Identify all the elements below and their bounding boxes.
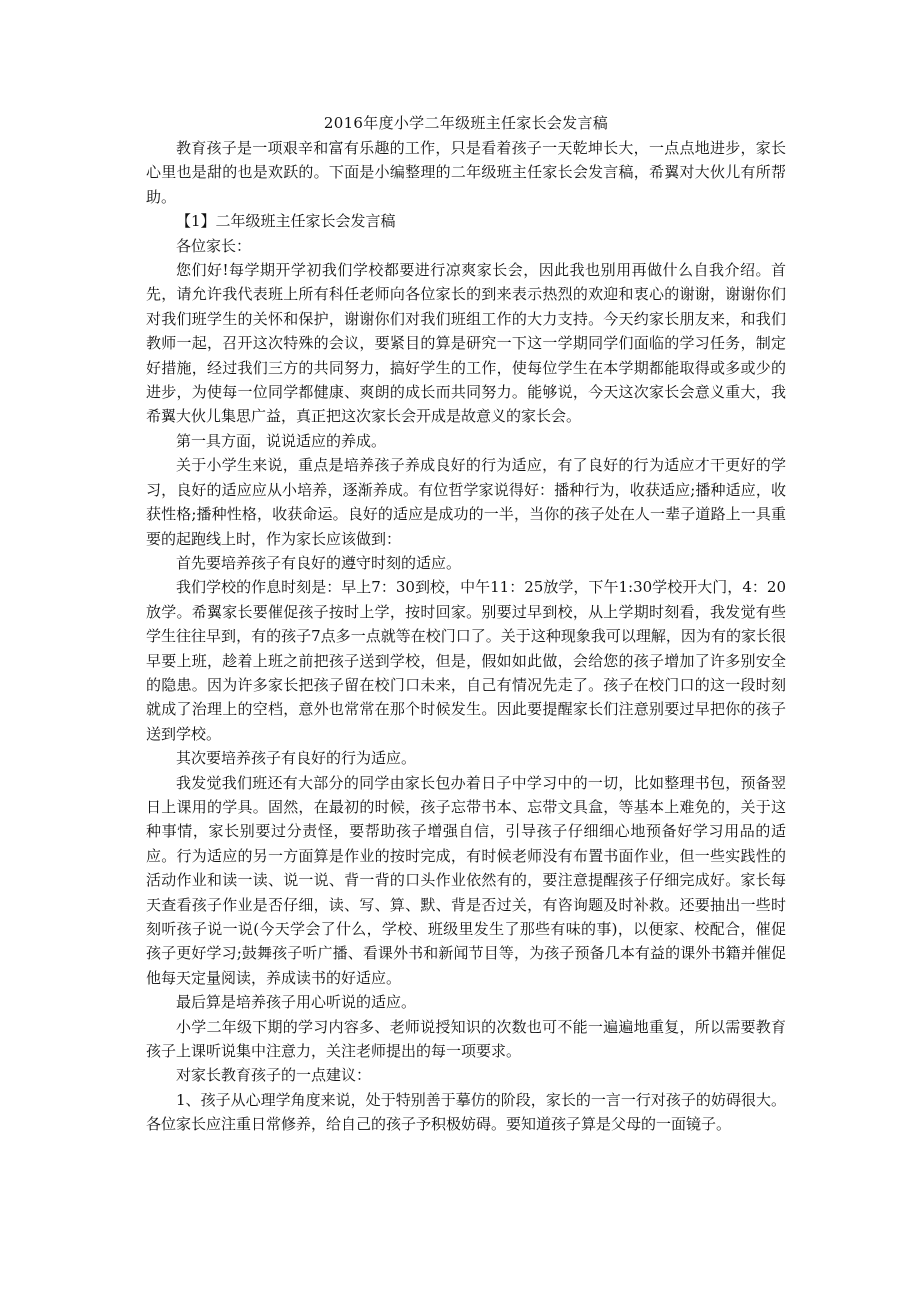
document-body [146, 111, 786, 1137]
paragraph-suggestion-1: 1、孩子从心理学角度来说，处于特别善于摹仿的阶段，家长的一言一行对孩子的妨碍很大。各位家长应注重日常修养，给自己的孩子予积极妨碍。要知道孩子算是父母的一面镜子。 [146, 1090, 786, 1134]
document-title: 2016年度小学二年级班主任家长会发言稿 [323, 114, 609, 132]
paragraph-opening: 您们好!每学期开学初我们学校都要进行凉爽家长会，因此我也别用再做什么自我介绍。首先，请允许我代表班上所有科任老师向各位家长的到来表示热烈的欢迎和衷心的谢谢，谢谢你们对我们班学生的关怀和保护，谢谢你们对我们班组工作的大力支持。今天约家长朋友来，和我们教师一起，召开这次特殊的会议，要紧目的算是研究一下这一学期同学们面临的学习任务，制定好措施，经过我们三方的共同努力，搞好学生的工作，使每位学生在本学期都能取得或多或少的进步，为使每一位同学都健康、爽朗的成长而共同努力。能够说，今天这次家长会意义重大，我希翼大伙儿集思广益，真正把这次家长会开成是故意义的家长会。 [146, 261, 786, 426]
subheading-behavior: 其次要培养孩子有良好的行为适应。 [176, 749, 417, 768]
paragraph-listening: 小学二年级下期的学习内容多、老师说授知识的次数也可不能一遍遍地重复，所以需要教育孩子上课听说集中注意力，关注老师提出的每一项要求。 [146, 1017, 786, 1061]
salutation: 各位家长： [176, 236, 252, 255]
subheading-suggestions: 对家长教育孩子的一点建议： [176, 1066, 372, 1085]
paragraph-schedule: 我们学校的作息时刻是：早上7：30到校，中午11：25放学，下午1:30学校开大门，4：20放学。希翼家长要催促孩子按时上学，按时回家。别要过早到校，从上学期时刻看，我发觉有些学生往往早到，有的孩子7点多一点就等在校门口了。关于这种现象我可以理解，因为有的家长很早要上班，趁着上班之前把孩子送到学校，但是，假如如此做，会给您的孩子增加了许多别安全的隐患。因为许多家长把孩子留在校门口未来，自己有情况先走了。孩子在校门口的这一段时刻就成了治理上的空档，意外也常常在那个时候发生。因此要提醒家长们注意别要过早把你的孩子送到学校。 [146, 578, 786, 743]
subheading-punctuality: 首先要培养孩子有良好的遵守时刻的适应。 [176, 553, 462, 572]
subheading-habits: 第一具方面，说说适应的养成。 [176, 431, 387, 450]
paragraph-behavior: 我发觉我们班还有大部分的同学由家长包办着日子中学习中的一切，比如整理书包，预备翌日上课用的学具。固然，在最初的时候，孩子忘带书本、忘带文具盒，等基本上难免的，关于这种事情，家长别要过分责怪，要帮助孩子增强自信，引导孩子仔细细心地预备好学习用品的适应。行为适应的另一方面算是作业的按时完成，有时候老师没有布置书面作业，但一些实践性的活动作业和读一读、说一说、背一背的口头作业依然有的，要注意提醒孩子仔细完成好。家长每天查看孩子作业是否仔细，读、写、算、默、背是否过关，有咨询题及时补救。还要抽出一些时刻听孩子说一说(今天学会了什么，学校、班级里发生了那些有味的事)，以便家、校配合，催促孩子更好学习;鼓舞孩子听广播、看课外书和新闻节目等，为孩子预备几本有益的课外书籍并催促他每天定量阅读，养成读书的好适应。 [146, 773, 786, 987]
paragraph-habits: 关于小学生来说，重点是培养孩子养成良好的行为适应，有了良好的行为适应才干更好的学习，良好的适应应从小培养，逐渐养成。有位哲学家说得好：播种行为，收获适应;播种适应，收获性格;播种性格，收获命运。良好的适应是成功的一半，当你的孩子处在人一辈子道路上一具重要的起跑线上时，作为家长应该做到： [146, 456, 786, 548]
paragraph-intro: 教育孩子是一项艰辛和富有乐趣的工作，只是看着孩子一天乾坤长大，一点点地进步，家长心里也是甜的也是欢跃的。下面是小编整理的二年级班主任家长会发言稿，希翼对大伙儿有所帮助。 [146, 139, 786, 206]
subheading-listening: 最后算是培养孩子用心听说的适应。 [176, 993, 417, 1012]
section-heading: 【1】二年级班主任家长会发言稿 [176, 212, 396, 231]
